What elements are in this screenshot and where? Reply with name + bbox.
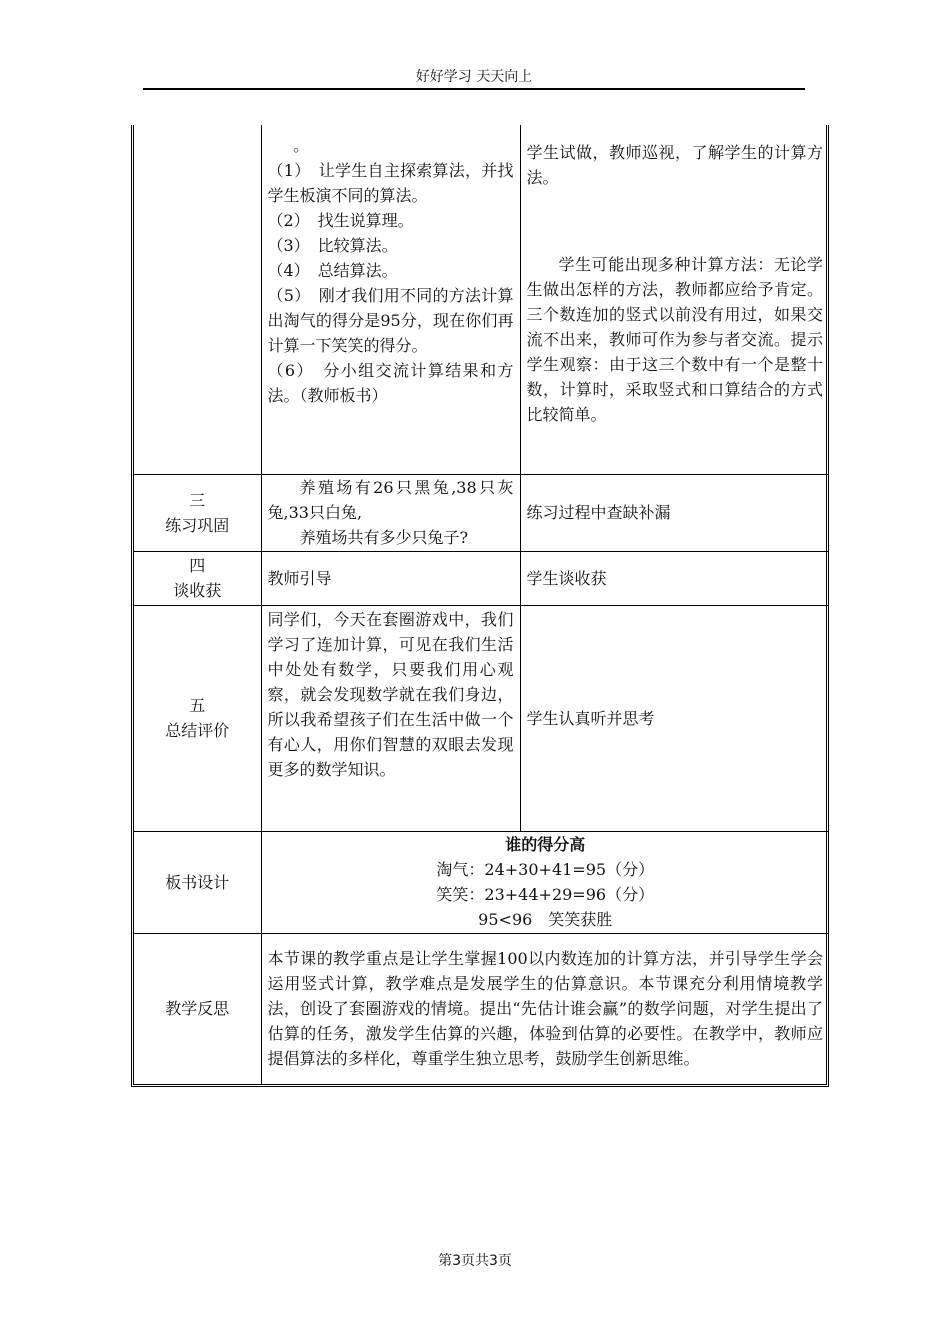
practice-teacher-text-2: 养殖场共有多少只兔子? [299,528,469,547]
harvest-student-cell [520,551,829,605]
practice-student-cell [520,474,829,551]
reflection-label-cell [134,933,261,1084]
reflection-label: 教学反思 [165,999,230,1019]
practice-label-cell [134,474,261,551]
summary-teacher-text: 同学们，今天在套圈游戏中，我们学习了连加计算，可见在我们生活中处处有数学，只要我们用心观察，就会发现数学就在我们身边，所以我希望孩子们在生活中做一个有心人，用你们智慧的双眼去发现更多的数学知识。 [267,609,514,779]
row-process [134,125,829,474]
board-title: 谁的得分高 [505,835,586,854]
harvest-teacher-text: 教师引导 [267,568,332,588]
page-header: 好好学习 天天向上 [415,69,533,85]
board-line-1: 淘气：24+30+41=95（分） [436,860,655,879]
process-step-6: （6） 分小组交流计算结果和方法。（教师板书） [267,361,514,405]
harvest-label-num: 四 [189,556,206,575]
process-student-gap [527,190,824,252]
row-board [134,831,829,933]
board-line-2: 笑笑：23+44+29=96（分） [436,885,655,904]
process-step-1: （1） 让学生自主探索算法，并找学生板演不同的算法。 [267,161,514,205]
practice-label: 练习巩固 [165,515,230,535]
process-teacher-cell [261,125,520,474]
row-harvest [134,551,829,605]
process-step-3: （3） 比较算法。 [267,236,398,255]
process-student-text-1: 学生试做，教师巡视，了解学生的计算方法。 [526,143,823,187]
harvest-label-cell [134,551,261,605]
practice-teacher-cell [261,474,520,551]
process-label-cell [134,125,261,474]
harvest-teacher-cell [261,551,520,605]
process-step-5: （5） 刚才我们用不同的方法计算出淘气的得分是95分，现在你们再计算一下笑笑的得分。 [267,286,514,355]
process-step-0: 。 [293,136,310,155]
board-label-cell [134,831,261,933]
row-practice [134,474,829,551]
summary-label-num: 五 [189,696,206,715]
board-label: 板书设计 [165,872,230,892]
board-line-3: 95<96 笑笑获胜 [478,910,613,929]
reflection-content-cell [261,933,829,1084]
summary-label: 总结评价 [165,721,230,740]
process-step-2: （2） 找生说算理。 [267,211,414,230]
reflection-text: 本节课的教学重点是让学生掌握100以内数连加的计算方法，并引导学生学会运用竖式计算，教学难点是发展学生的估算意识。本节课充分利用情境教学法，创设了套圈游戏的情境。提出“先估计谁会赢”的数学问题，对学生提出了估算的任务，激发学生估算的兴趣，体验到估算的必要性。在教学中，教师应提倡算法的多样化，尊重学生独立思考，鼓励学生创新思维。 [267,949,823,1069]
practice-student-text: 练习过程中查缺补漏 [526,503,671,522]
header-rule [143,88,805,90]
board-content-cell [261,831,829,933]
summary-student-text: 学生认真听并思考 [526,708,655,728]
summary-label-cell [134,605,261,831]
process-step-4: （4） 总结算法。 [267,261,398,280]
page-footer: 第3页共3页 [438,1253,512,1269]
harvest-label: 谈收获 [173,581,222,600]
summary-student-cell [520,605,829,831]
row-reflection [134,933,829,1084]
practice-label-num: 三 [189,490,206,510]
row-summary [134,605,829,831]
process-student-text-2: 学生可能出现多种计算方法：无论学生做出怎样的方法，教师都应给予肯定。三个数连加的竖式以前没有用过，如果交流不出来，教师可作为参与者交流。提示学生观察：由于这三个数中有一个是整十数，计算时，采取竖式和口算结合的方式比较简单。 [526,255,823,424]
lesson-table-frame [131,125,829,1087]
harvest-student-text: 学生谈收获 [526,568,607,588]
lesson-plan-table [134,125,829,1084]
practice-teacher-text-1: 养殖场有26只黑兔,38只灰兔,33只白兔, [267,478,514,522]
summary-teacher-cell [261,605,520,831]
process-student-cell [520,125,829,474]
